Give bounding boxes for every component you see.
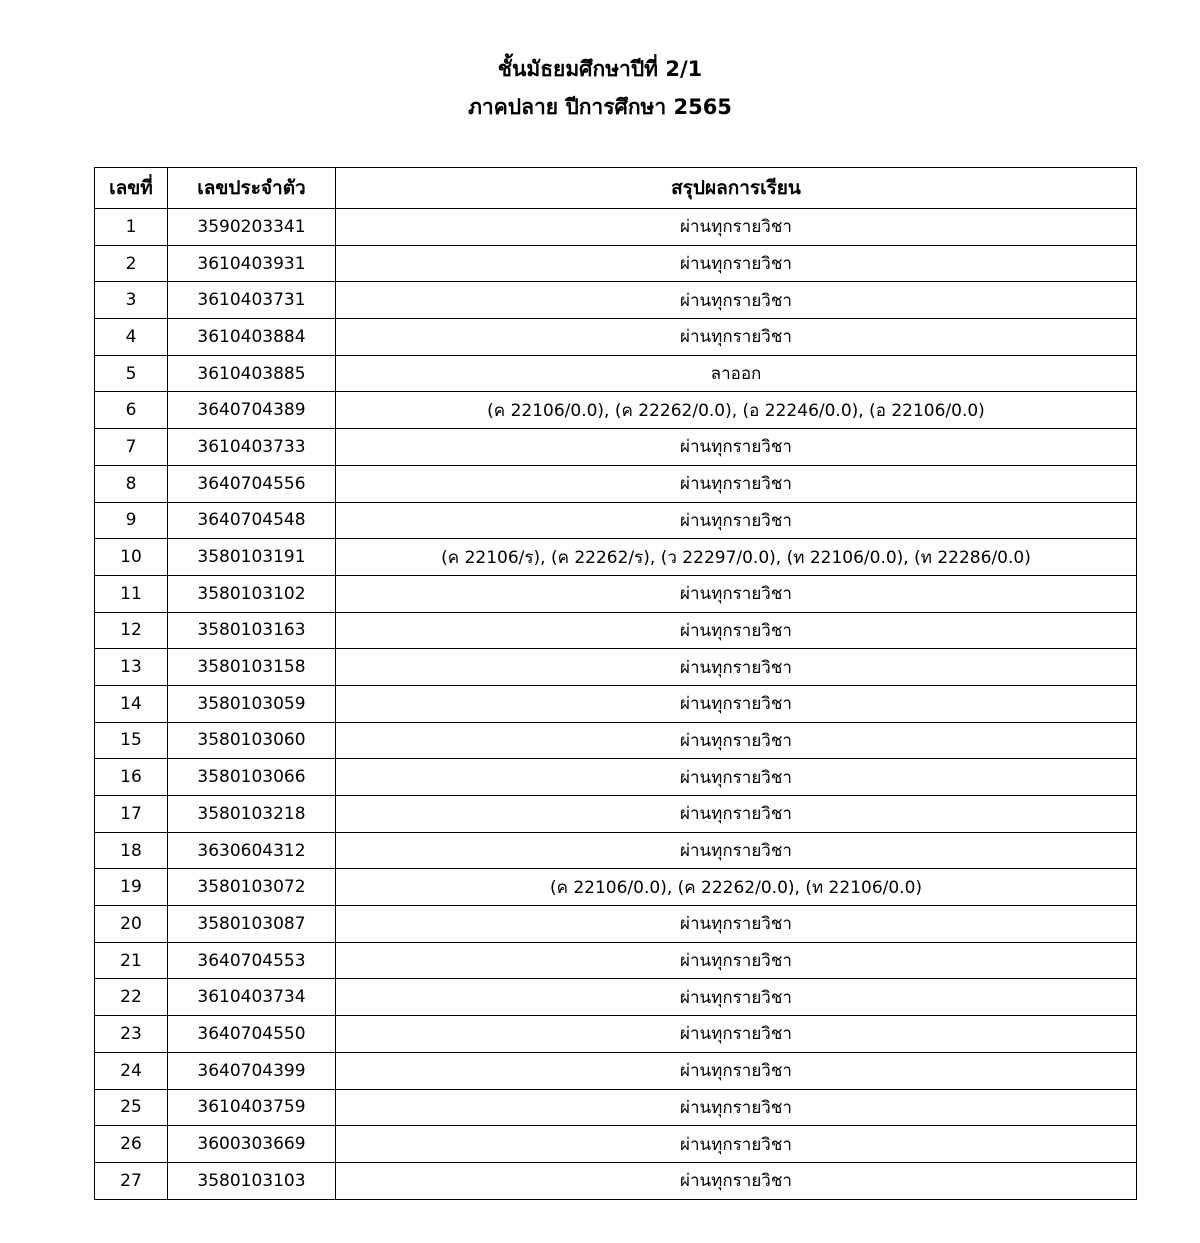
- table-row: [95, 685, 1137, 722]
- row-number: 20: [95, 906, 168, 943]
- table-row: [95, 1126, 1137, 1163]
- table-row: [95, 759, 1137, 796]
- result-summary: ลาออก: [336, 355, 1137, 392]
- table-row: [95, 539, 1137, 576]
- student-id: 3580103072: [168, 869, 336, 906]
- student-id: 3610403884: [168, 319, 336, 356]
- student-id: 3610403885: [168, 355, 336, 392]
- result-summary: ผ่านทุกรายวิชา: [336, 796, 1137, 833]
- column-header-summary: สรุปผลการเรียน: [336, 168, 1137, 209]
- semester-title: ภาคปลาย ปีการศึกษา 2565: [468, 95, 732, 119]
- row-number: 7: [95, 429, 168, 466]
- row-number: 24: [95, 1052, 168, 1089]
- result-summary: ผ่านทุกรายวิชา: [336, 649, 1137, 686]
- student-id: 3610403733: [168, 429, 336, 466]
- result-summary: (ค 22106/0.0), (ค 22262/0.0), (ท 22106/0.0): [336, 869, 1137, 906]
- row-number: 25: [95, 1089, 168, 1126]
- table-row: [95, 245, 1137, 282]
- class-title: ชั้นมัธยมศึกษาปีที่ 2/1: [497, 57, 703, 81]
- result-summary: ผ่านทุกรายวิชา: [336, 319, 1137, 356]
- table-row: [95, 1089, 1137, 1126]
- table-row: [95, 1016, 1137, 1053]
- student-id: 3640704550: [168, 1016, 336, 1053]
- student-id: 3640704553: [168, 942, 336, 979]
- result-summary: ผ่านทุกรายวิชา: [336, 832, 1137, 869]
- student-id: 3640704399: [168, 1052, 336, 1089]
- table-row: [95, 575, 1137, 612]
- row-number: 6: [95, 392, 168, 429]
- student-id: 3600303669: [168, 1126, 336, 1163]
- result-summary: ผ่านทุกรายวิชา: [336, 1089, 1137, 1126]
- table-row: [95, 612, 1137, 649]
- result-summary: ผ่านทุกรายวิชา: [336, 465, 1137, 502]
- row-number: 18: [95, 832, 168, 869]
- result-summary: ผ่านทุกรายวิชา: [336, 1016, 1137, 1053]
- table-body: [95, 209, 1137, 1200]
- table-row: [95, 832, 1137, 869]
- row-number: 5: [95, 355, 168, 392]
- row-number: 27: [95, 1162, 168, 1199]
- result-summary: ผ่านทุกรายวิชา: [336, 575, 1137, 612]
- results-table: [94, 167, 1137, 1200]
- table-row: [95, 942, 1137, 979]
- student-id: 3640704389: [168, 392, 336, 429]
- row-number: 11: [95, 575, 168, 612]
- table-row: [95, 869, 1137, 906]
- student-id: 3580103218: [168, 796, 336, 833]
- table-row: [95, 906, 1137, 943]
- row-number: 10: [95, 539, 168, 576]
- document-header: [0, 50, 1200, 126]
- student-id: 3580103103: [168, 1162, 336, 1199]
- table-row: [95, 796, 1137, 833]
- student-id: 3580103066: [168, 759, 336, 796]
- result-summary: ผ่านทุกรายวิชา: [336, 685, 1137, 722]
- student-id: 3610403731: [168, 282, 336, 319]
- row-number: 9: [95, 502, 168, 539]
- row-number: 19: [95, 869, 168, 906]
- row-number: 22: [95, 979, 168, 1016]
- table-row: [95, 979, 1137, 1016]
- table-row: [95, 465, 1137, 502]
- result-summary: ผ่านทุกรายวิชา: [336, 429, 1137, 466]
- result-summary: ผ่านทุกรายวิชา: [336, 1052, 1137, 1089]
- row-number: 23: [95, 1016, 168, 1053]
- table-row: [95, 1162, 1137, 1199]
- student-id: 3610403931: [168, 245, 336, 282]
- row-number: 2: [95, 245, 168, 282]
- row-number: 16: [95, 759, 168, 796]
- row-number: 26: [95, 1126, 168, 1163]
- table-row: [95, 209, 1137, 246]
- student-id: 3640704556: [168, 465, 336, 502]
- result-summary: ผ่านทุกรายวิชา: [336, 722, 1137, 759]
- result-summary: ผ่านทุกรายวิชา: [336, 942, 1137, 979]
- result-summary: ผ่านทุกรายวิชา: [336, 502, 1137, 539]
- table-row: [95, 282, 1137, 319]
- table-row: [95, 392, 1137, 429]
- student-id: 3590203341: [168, 209, 336, 246]
- student-id: 3580103060: [168, 722, 336, 759]
- result-summary: ผ่านทุกรายวิชา: [336, 979, 1137, 1016]
- row-number: 12: [95, 612, 168, 649]
- column-header-student-id: เลขประจำตัว: [168, 168, 336, 209]
- student-id: 3610403734: [168, 979, 336, 1016]
- row-number: 13: [95, 649, 168, 686]
- student-id: 3580103158: [168, 649, 336, 686]
- student-id: 3580103191: [168, 539, 336, 576]
- result-summary: (ค 22106/ร), (ค 22262/ร), (ว 22297/0.0), (ท 22106/0.0), (ท 22286/0.0): [336, 539, 1137, 576]
- table-row: [95, 722, 1137, 759]
- table-row: [95, 355, 1137, 392]
- table-row: [95, 1052, 1137, 1089]
- row-number: 14: [95, 685, 168, 722]
- row-number: 21: [95, 942, 168, 979]
- table-header-row: [95, 168, 1137, 209]
- result-summary: ผ่านทุกรายวิชา: [336, 282, 1137, 319]
- student-id: 3580103163: [168, 612, 336, 649]
- row-number: 1: [95, 209, 168, 246]
- row-number: 8: [95, 465, 168, 502]
- student-id: 3580103102: [168, 575, 336, 612]
- student-id: 3640704548: [168, 502, 336, 539]
- row-number: 15: [95, 722, 168, 759]
- student-id: 3580103059: [168, 685, 336, 722]
- table-row: [95, 649, 1137, 686]
- student-id: 3630604312: [168, 832, 336, 869]
- student-id: 3610403759: [168, 1089, 336, 1126]
- result-summary: ผ่านทุกรายวิชา: [336, 1162, 1137, 1199]
- result-summary: ผ่านทุกรายวิชา: [336, 906, 1137, 943]
- table-row: [95, 319, 1137, 356]
- result-summary: ผ่านทุกรายวิชา: [336, 612, 1137, 649]
- result-summary: ผ่านทุกรายวิชา: [336, 245, 1137, 282]
- row-number: 17: [95, 796, 168, 833]
- result-summary: ผ่านทุกรายวิชา: [336, 209, 1137, 246]
- row-number: 3: [95, 282, 168, 319]
- result-summary: ผ่านทุกรายวิชา: [336, 1126, 1137, 1163]
- table-row: [95, 429, 1137, 466]
- student-id: 3580103087: [168, 906, 336, 943]
- result-summary: (ค 22106/0.0), (ค 22262/0.0), (อ 22246/0.0), (อ 22106/0.0): [336, 392, 1137, 429]
- row-number: 4: [95, 319, 168, 356]
- result-summary: ผ่านทุกรายวิชา: [336, 759, 1137, 796]
- column-header-number: เลขที่: [95, 168, 168, 209]
- table-row: [95, 502, 1137, 539]
